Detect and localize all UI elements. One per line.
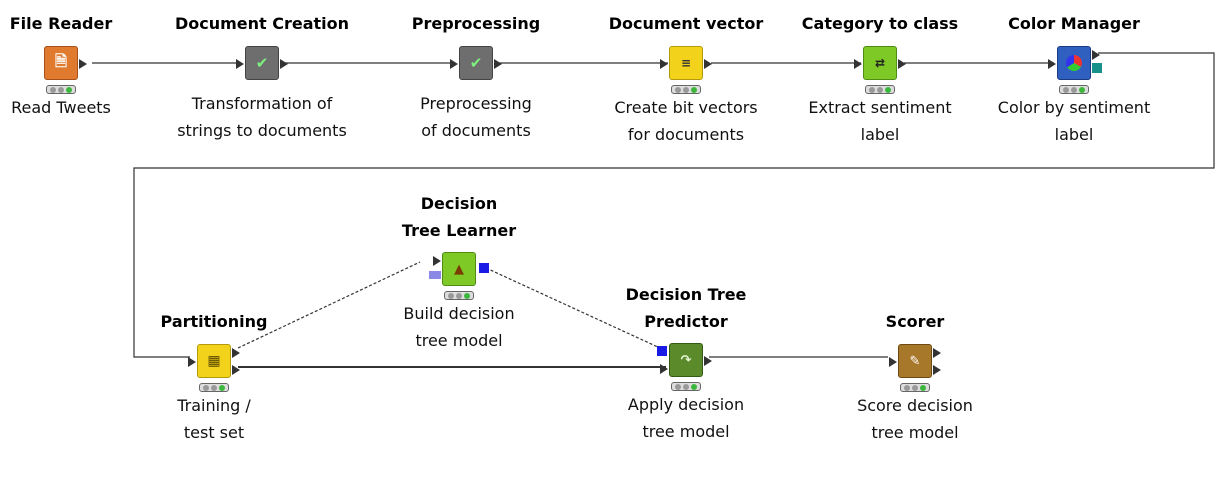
model-output-port[interactable] [479, 263, 489, 273]
node-description: tree model [415, 331, 503, 350]
input-port[interactable] [236, 59, 244, 69]
node-decision-tree-learner[interactable] [339, 190, 579, 354]
node-description: Training / [177, 396, 251, 415]
node-description: Extract sentiment [808, 98, 952, 117]
node-document-creation[interactable] [142, 10, 382, 144]
output-port-1[interactable] [232, 348, 240, 358]
metanode-check-icon[interactable]: ✔ [245, 46, 279, 80]
input-port[interactable] [660, 59, 668, 69]
status-lights [444, 291, 474, 300]
tree-learner-icon[interactable]: ▲ [442, 252, 476, 286]
output-port-1[interactable] [933, 348, 941, 358]
node-description: Read Tweets [11, 98, 111, 117]
class-icon[interactable]: ⇄ [863, 46, 897, 80]
node-description: label [1054, 125, 1094, 144]
status-lights [199, 383, 229, 392]
node-decision-tree-predictor[interactable] [566, 281, 806, 445]
input-port[interactable] [889, 357, 897, 367]
color-wheel-icon[interactable] [1057, 46, 1091, 80]
node-scorer[interactable] [795, 308, 1035, 446]
status-lights [900, 383, 930, 392]
output-port-2[interactable] [232, 365, 240, 375]
node-description: strings to documents [177, 121, 347, 140]
input-port[interactable] [1048, 59, 1056, 69]
status-lights [1059, 85, 1089, 94]
output-port[interactable] [280, 59, 288, 69]
status-lights [865, 85, 895, 94]
node-title: Decision [420, 194, 498, 213]
node-color-manager[interactable] [954, 10, 1194, 148]
node-description: tree model [871, 423, 959, 442]
scorer-icon[interactable]: ✎ [898, 344, 932, 378]
node-title: File Reader [9, 14, 113, 33]
node-title: Preprocessing [411, 14, 541, 33]
node-description: Apply decision [627, 395, 745, 414]
output-port[interactable] [898, 59, 906, 69]
output-port[interactable] [704, 356, 712, 366]
node-description: test set [183, 423, 245, 442]
status-lights [671, 85, 701, 94]
input-port[interactable] [660, 364, 668, 374]
node-description: Transformation of [191, 94, 333, 113]
node-title: Document Creation [174, 14, 350, 33]
node-title: Predictor [644, 312, 728, 331]
input-port[interactable] [188, 357, 196, 367]
metanode-check-icon[interactable]: ✔ [459, 46, 493, 80]
color-model-port[interactable] [1092, 63, 1102, 73]
file-reader-icon[interactable]: 🗎 [44, 46, 78, 80]
table-icon[interactable]: ▦ [197, 344, 231, 378]
pmml-input-port[interactable] [429, 271, 441, 279]
node-preprocessing[interactable] [356, 10, 596, 144]
node-description: Color by sentiment [997, 98, 1151, 117]
input-port[interactable] [450, 59, 458, 69]
output-port[interactable] [79, 59, 87, 69]
output-port[interactable] [704, 59, 712, 69]
node-title: Partitioning [160, 312, 268, 331]
node-description: Preprocessing [420, 94, 532, 113]
vector-icon[interactable]: ≡ [669, 46, 703, 80]
node-title: Document vector [608, 14, 764, 33]
node-title: Decision Tree [625, 285, 747, 304]
node-title: Scorer [885, 312, 945, 331]
node-title: Color Manager [1008, 14, 1140, 33]
status-lights [671, 382, 701, 391]
status-lights [46, 85, 76, 94]
node-description: of documents [421, 121, 531, 140]
node-partitioning[interactable] [94, 308, 334, 446]
output-port[interactable] [1092, 50, 1100, 60]
node-description: for documents [627, 125, 745, 144]
output-port[interactable] [494, 59, 502, 69]
model-input-port[interactable] [657, 346, 667, 356]
node-title: Tree Learner [401, 221, 517, 240]
node-description: Score decision [857, 396, 973, 415]
input-port[interactable] [854, 59, 862, 69]
node-title: Category to class [801, 14, 959, 33]
node-description: Create bit vectors [614, 98, 758, 117]
input-port[interactable] [433, 256, 441, 266]
node-description: label [860, 125, 900, 144]
node-description: Build decision [403, 304, 515, 323]
output-port-2[interactable] [933, 365, 941, 375]
tree-predictor-icon[interactable]: ↷ [669, 343, 703, 377]
node-description: tree model [642, 422, 730, 441]
